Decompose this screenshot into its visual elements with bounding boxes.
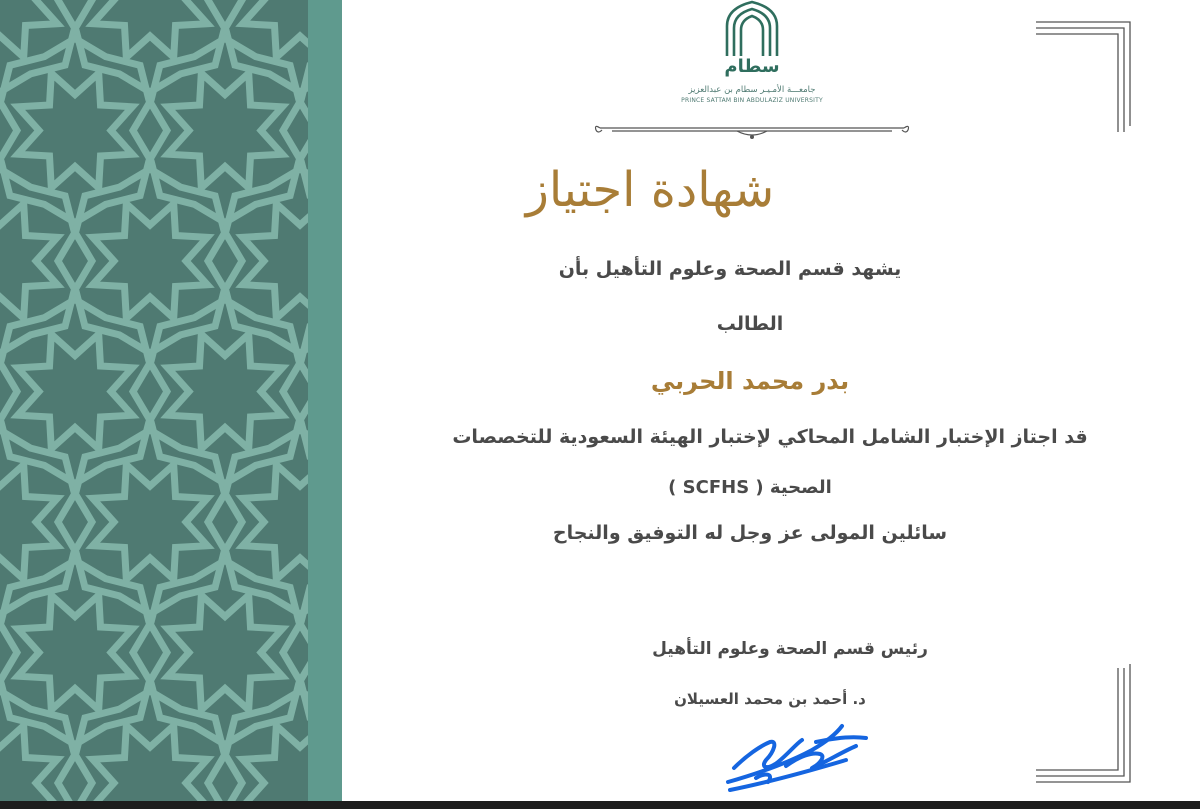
pattern-star bbox=[0, 465, 57, 580]
statement-line-2: الصحية ( SCFHS ) bbox=[668, 477, 832, 498]
pattern-star bbox=[58, 430, 242, 614]
pattern-star bbox=[243, 726, 308, 809]
pattern-star bbox=[0, 0, 57, 57]
student-name: بدر محمد الحربي bbox=[650, 367, 850, 395]
islamic-pattern-band bbox=[0, 0, 308, 809]
student-label: الطالب bbox=[716, 313, 784, 335]
geometric-pattern bbox=[0, 0, 308, 809]
signatory-name: د. أحمد بن محمد العسيلان bbox=[674, 690, 866, 708]
pattern-star bbox=[0, 726, 57, 809]
corner-ornament-bottom-right bbox=[1030, 662, 1142, 792]
signatory-title: رئيس قسم الصحة وعلوم التأهيل bbox=[652, 639, 928, 659]
pattern-star bbox=[93, 726, 208, 809]
corner-ornament-top-right bbox=[1030, 14, 1142, 134]
logo-caption-arabic: جامعـــة الأمـيـر سطام بن عبدالعزيز bbox=[688, 85, 816, 95]
pattern-star bbox=[93, 204, 208, 319]
pattern-star bbox=[168, 595, 283, 710]
logo-caption-english: PRINCE SATTAM BIN ABDULAZIZ UNIVERSITY bbox=[681, 97, 823, 104]
page-bottom-edge bbox=[0, 801, 1200, 809]
pattern-star bbox=[58, 169, 242, 353]
handwritten-signature bbox=[716, 712, 876, 802]
pattern-star bbox=[0, 204, 57, 319]
pattern-star bbox=[168, 73, 283, 188]
certificate-title: شهادة اجتياز bbox=[525, 162, 775, 218]
pattern-star bbox=[168, 334, 283, 449]
statement-line-1: قد اجتاز الإختبار الشامل المحاكي لإختبار الهيئة السعودية للتخصصات bbox=[452, 426, 1088, 448]
pattern-star bbox=[243, 0, 308, 57]
pattern-star bbox=[243, 204, 308, 319]
pattern-star bbox=[93, 0, 208, 57]
pattern-star bbox=[18, 334, 133, 449]
pattern-star bbox=[93, 465, 208, 580]
ornamental-divider bbox=[592, 118, 912, 142]
university-logo bbox=[672, 0, 832, 112]
logo-wordmark: سطام bbox=[724, 56, 780, 77]
pattern-star bbox=[18, 73, 133, 188]
wish-text: سائلين المولى عز وجل له التوفيق والنجاح bbox=[552, 522, 948, 544]
intro-text: يشهد قسم الصحة وعلوم التأهيل بأن bbox=[558, 258, 902, 280]
pattern-star bbox=[243, 465, 308, 580]
pattern-star bbox=[18, 595, 133, 710]
